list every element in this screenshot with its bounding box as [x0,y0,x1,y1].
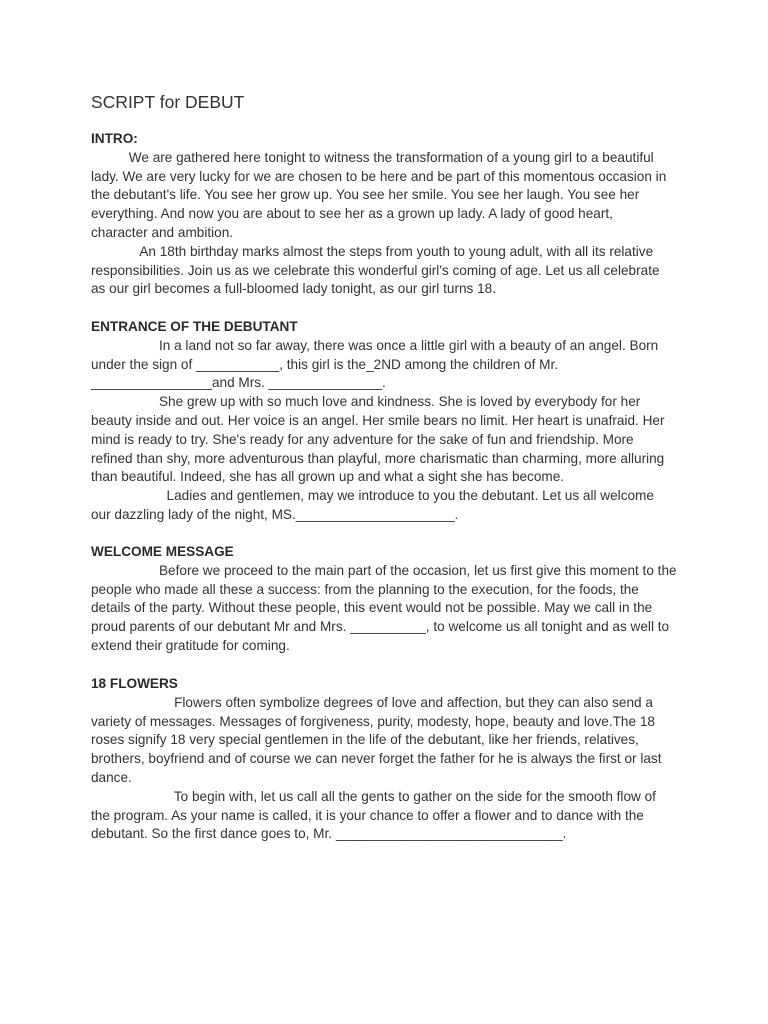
text-line: the program. As your name is called, it is your chance to offer a flower and to dance with the [91,807,644,823]
text-line: To begin with, let us call all the gents to gather on the side for the smooth flow of [91,788,656,804]
text-line: character and ambition. [91,224,234,240]
text-line: extend their gratitude for coming. [91,637,290,653]
paragraph [91,487,681,525]
paragraph [91,337,681,393]
paragraph [91,393,681,487]
text-line: responsibilities. Join us as we celebrate this wonderful girl's coming of age. Let us all celebrate [91,262,660,278]
paragraph [91,788,681,844]
text-line: An 18th birthday marks almost the steps from youth to young adult, with all its relative [91,243,654,259]
text-line: people who made all these a success: from the planning to the execution, for the foods, the [91,581,639,597]
text-line: than beautiful. Indeed, she has all grown up and what a sight she has become. [91,469,565,485]
paragraph [91,243,681,299]
text-line: as our girl becomes a full-bloomed lady tonight, as our girl turns 18. [91,281,496,297]
paragraph [91,149,681,243]
section-heading: INTRO: [91,131,138,146]
text-line: Before we proceed to the main part of the occasion, let us first give this moment to the [91,562,677,578]
text-line: lady. We are very lucky for we are chosen to be here and be part of this momentous occasion in [91,168,667,184]
text-line: debutant. So the first dance goes to, Mr. ______________________________. [91,826,567,842]
text-line: refined than shy, more adventurous than playful, more charismatic than charming, more alluring [91,450,665,466]
text-line: Ladies and gentlemen, may we introduce to you the debutant. Let us all welcome [91,488,654,504]
section-welcome-message [91,543,681,656]
text-line: the debutant's life. You see her grow up. You see her smile. You see her laugh. You see her [91,187,640,203]
paragraph [91,562,681,656]
text-line: mind is ready to try. She's ready for any adventure for the sake of fun and friendship. More [91,431,634,447]
text-line: variety of messages. Messages of forgiveness, purity, modesty, hope, beauty and love.The 18 [91,713,655,729]
text-line: under the sign of ___________, this girl is the_2ND among the children of Mr. [91,356,559,372]
text-line: She grew up with so much love and kindness. She is loved by everybody for her [91,394,641,410]
document-title: SCRIPT for DEBUT [91,92,245,112]
section-heading: ENTRANCE OF THE DEBUTANT [91,319,298,334]
text-line: In a land not so far away, there was once a little girl with a beauty of an angel. Born [91,337,659,353]
section-entrance [91,318,681,525]
text-line: proud parents of our debutant Mr and Mrs. __________, to welcome us all tonight and as well to [91,619,670,635]
text-line: everything. And now you are about to see her as a grown up lady. A lady of good heart, [91,206,613,222]
section-intro [91,130,681,299]
text-line: our dazzling lady of the night, MS._____________________. [91,506,459,522]
section-heading: 18 FLOWERS [91,676,178,691]
text-line: details of the party. Without these people, this event would not be possible. May we call in the [91,600,653,616]
text-line: ________________and Mrs. _______________. [91,375,386,391]
text-line: We are gathered here tonight to witness the transformation of a young girl to a beautiful [91,149,654,165]
text-line: beauty inside and out. Her voice is an angel. Her smile bears no limit. Her heart is unafraid. Her [91,412,665,428]
text-line: roses signify 18 very special gentlemen in the life of the debutant, like her friends, relatives, [91,732,639,748]
section-18-flowers [91,675,681,844]
text-line: Flowers often symbolize degrees of love and affection, but they can also send a [91,694,653,710]
text-line: brothers, boyfriend and of course we can never forget the father for he is always the first or last [91,751,662,767]
paragraph [91,694,681,788]
text-line: dance. [91,769,132,785]
section-heading: WELCOME MESSAGE [91,544,234,559]
